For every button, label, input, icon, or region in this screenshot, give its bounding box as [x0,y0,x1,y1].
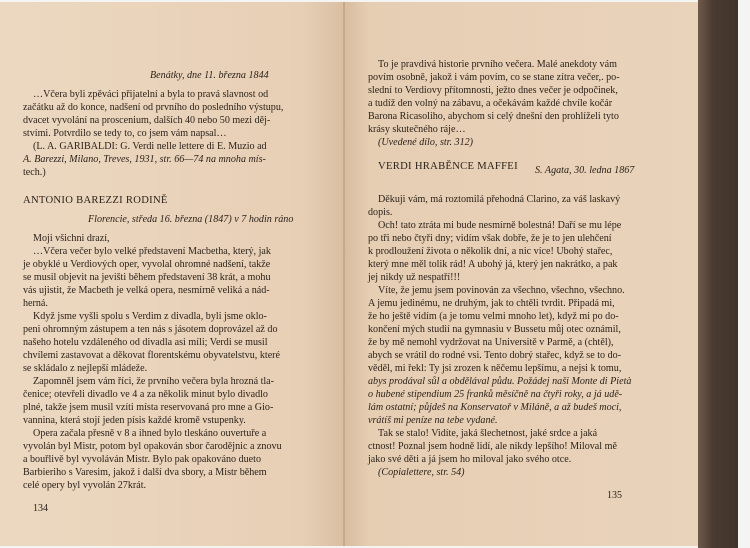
paragraph-line: plné, takže jsem musil vzíti místa reservovaná pro mne a Gio- [23,402,274,413]
paragraph-line: našeho hotelu vzdáleného od divadla asi míli; Verdi se musil [23,337,268,348]
dateline: Benátky, dne 11. března 1844 [150,70,269,81]
letter-heading: VERDI HRABĚNCE MAFFEI [378,161,518,172]
paragraph-line: Zapomněl jsem vám říci, že prvního večera byla hrozná tla- [33,376,275,387]
paragraph-line: Och! tato ztráta mi bude nesmírně bolestná! Daří se mu lépe [378,220,622,231]
paragraph-line: A jemu jedinému, ne druhým, jak to chtěli tvrdit. Připadá mi, [368,298,615,309]
paragraph-line: Barona Ricasoliho, abychom si celý dnešní den prohlíželi tyto [368,111,619,122]
source-line: (Uvedené dílo, str. 312) [378,137,474,148]
paragraph-line: Barbieriho s Varesim, jakož i další dva sbory, a Mistr během [23,467,267,478]
letter-heading: ANTONIO BAREZZI RODINĚ [23,195,168,206]
paragraph-line: herná. [23,298,48,309]
paragraph-line: Víte, že jemu jsem povinován za všechno, všechno, všechno. [378,285,625,296]
paragraph-line: …Včera byli zpěváci přijatelní a byla to pravá slavnost od [33,89,269,100]
paragraph-line: chvílemi zastavovat a děkovat florentskému obyvatelstvu, které [23,350,281,361]
paragraph-line: je obyklé u Verdiových oper, vyvolal ohromné nadšení, takže [23,259,271,270]
salutation: Moji všichni drazí, [33,233,110,244]
paragraph-line: se skládalo z nejlepší mládeže. [23,363,148,374]
paragraph-line: věděl, mi řekl: Ty jsi zrozen k něčemu lepšímu, a nejsi k tomu, [368,363,622,374]
paragraph-line: slední to Verdiovy přítomnosti, ježto dnes večer je odpočinek, [368,85,618,96]
paragraph-line: že ho ještě vidím (a je tomu velmi mnoho let), když mi po do- [368,311,619,322]
paragraph-line: ctnost! Poznal jsem hodně lidí, ale nikdy lepšího! Miloval mě [368,441,617,452]
paragraph-line: k prodloužení života o několik dní, a nic více! Ubohý stařec, [368,246,613,257]
paragraph-line: …Včera večer bylo velké představení Macbetha, který, jak [33,246,271,257]
source-line: tech.) [23,167,46,178]
paragraph-line: jej nikdy už nespatří!!! [368,272,461,283]
paragraph-line: abys prodával sůl a obdělával půdu. Požádej naši Monte di Pietà [368,376,632,387]
source-line: (L. A. GARIBALDI: G. Verdi nelle lettere di E. Muzio ad [33,141,267,152]
page-number: 134 [33,503,48,514]
paragraph-line: povím osobně, jakož i vám povím, co se stane zítra večer,. po- [368,72,620,83]
paragraph-line: lám ostatní; půjdeš na Konservatoř v Miláně, a až budeš moci, [368,402,622,413]
left-page [0,2,345,546]
paragraph-line: který mne měl tolik rád! A ubohý já, který jen nakrátko, a pak [368,259,618,270]
paragraph-line: celé opery byl vyvolán 27krát. [23,480,147,491]
letter-date: Florencie, středa 16. března (1847) v 7 hodin ráno [88,214,294,225]
paragraph-line: Opera začala přesně v 8 a ihned bylo tleskáno ouvertuře a [33,428,267,439]
paragraph-line: začátku až do konce, nadšení od prvního do posledního výstupu, [23,102,284,113]
paragraph-line: Tak se stalo! Vidíte, jaká šlechetnost, jaké srdce a jaká [378,428,598,439]
paragraph-line: že by mě nemohl vydržovat na Universitě v Parmě, a (chtěl), [368,337,614,348]
paragraph-line: a bouřlivě byl vyvoláván Mistr. Bylo pak opakováno dueto [23,454,262,465]
paragraph-line: vannina, která stojí jeden písis každé kromě vstupenky. [23,415,246,426]
paragraph-line: stvími. Potvrdilo se tedy to, co jsem vám napsal… [23,128,227,139]
paragraph-line: Když jsme vyšli spolu s Verdim z divadla, byli jsme oklo- [33,311,267,322]
paragraph-line: o hubené stipendium 25 franků měsíčně na čtyři roky, a já udě- [368,389,623,400]
paragraph-line: končení mých studií na gymnasiu v Bussetu můj otec oznámil, [368,324,621,335]
paragraph-line: krásy skutečného ráje… [368,124,466,135]
paragraph-line: čenice; otevřeli divadlo ve 4 a za několik minut bylo divadlo [23,389,268,400]
paragraph-line: Děkuji vám, má roztomilá přehodná Clarino, za váš laskavý [378,194,621,205]
page-number: 135 [607,490,622,501]
paragraph-line: dvacet vyvolání na proscenium, dalších 40 nebo 50 mezi děj- [23,115,271,126]
source-line: A. Barezzi, Milano, Treves, 1931, str. 66—74 na mnoha mís- [23,154,266,165]
paragraph-line: vrátíš mi peníze na tebe vydané. [368,415,498,426]
paragraph-line: jako své děti a já jsem ho miloval jako svého otce. [368,454,572,465]
paragraph-line: vyvolán byl Mistr, potom byl opakován sbor čarodějnic a znovu [23,441,282,452]
source-line: (Copialettere, str. 54) [378,467,465,478]
paragraph-line: peni ohromným zástupem a ten nás s jásotem doprovázel až do [23,324,278,335]
paragraph-line: a tudíž den volný na zábavu, a očekávám každé chvíle kočár [368,98,613,109]
paragraph-line: To je pravdivá historie prvního večera. Malé anekdoty vám [378,59,617,70]
right-page [345,2,698,546]
paragraph-line: abych se vrátil do rodné vsi. Tento dobrý stařec, když se to do- [368,350,622,361]
paragraph-line: dopis. [368,207,393,218]
paragraph-line: po tři nebo čtyři dny; vidím však dobře, že je to jen ulehčení [368,233,612,244]
paragraph-line: vás ujistit, že Macbeth je velká opera, nesmírně veliká a nád- [23,285,270,296]
background-margin [738,0,750,548]
letter-date: S. Agata, 30. ledna 1867 [535,165,635,176]
paragraph-line: se musil objevit na jevišti během představení 38 krát, a mohu [23,272,271,283]
